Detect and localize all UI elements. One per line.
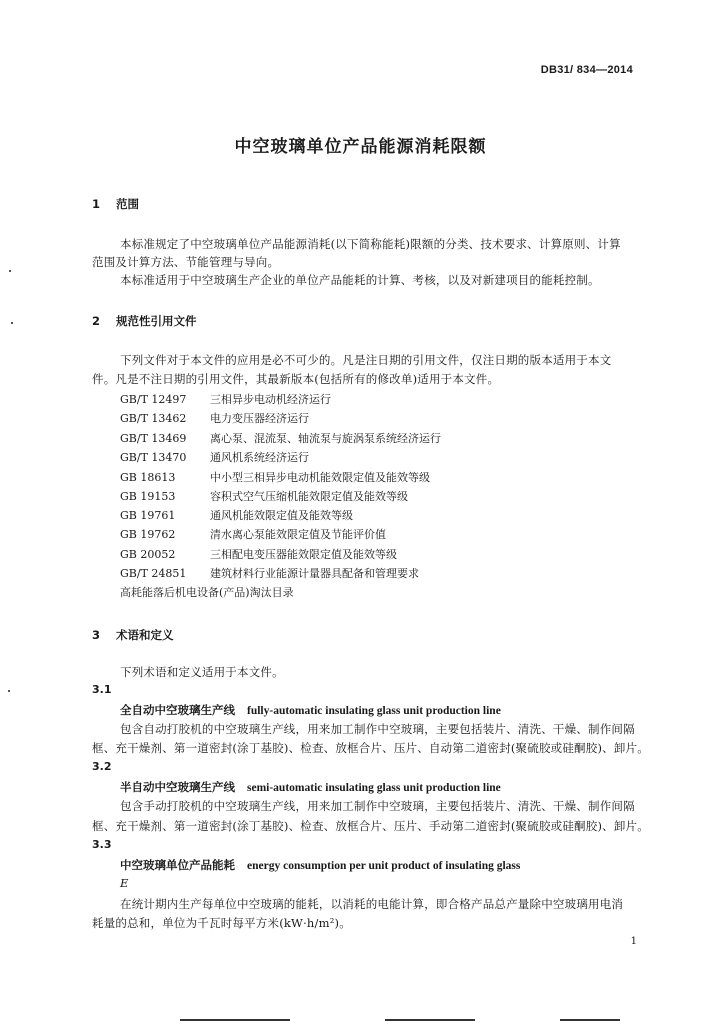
section-number: 1 (92, 197, 101, 211)
reference-title: 建筑材料行业能源计量器具配备和管理要求 (210, 567, 419, 580)
reference-title: 容积式空气压缩机能效限定值及能效等级 (210, 490, 408, 503)
term-heading (120, 779, 501, 795)
term-cn: 全自动中空玻璃生产线 (120, 703, 235, 717)
references-intro-line: 件。凡是不注日期的引用文件，其最新版本(包括所有的修改单)适用于本文件。 (92, 372, 500, 386)
reference-item (120, 391, 331, 407)
references-intro-line: 下列文件对于本文件的应用是必不可少的。凡是注日期的引用文件，仅注日期的版本适用于本文 (120, 353, 612, 367)
term-definition-line: 包含自动打胶机的中空玻璃生产线，用来加工制作中空玻璃，主要包括装片、清洗、干燥、制作间隔 (120, 722, 635, 736)
term-en: semi-automatic insulating glass unit production line (247, 782, 501, 794)
scan-speck (11, 322, 13, 324)
scan-speck (8, 690, 10, 692)
reference-code: GB/T 13469 (120, 432, 187, 445)
reference-title: 电力变压器经济运行 (210, 412, 309, 425)
term-number: 3.3 (92, 838, 112, 851)
scan-edge-line (180, 1019, 290, 1021)
reference-item (120, 410, 309, 426)
scope-paragraph: 本标准适用于中空玻璃生产企业的单位产品能耗的计算、考核，以及对新建项目的能耗控制。 (120, 273, 600, 287)
scope-paragraph-line: 本标准规定了中空玻璃单位产品能源消耗(以下简称能耗)限额的分类、技术要求、计算原则、计算 (120, 237, 621, 251)
term-symbol: E (120, 876, 129, 890)
section-title: 规范性引用文件 (116, 314, 197, 328)
reference-item (120, 546, 397, 562)
reference-item (120, 526, 386, 542)
reference-code: GB/T 13470 (120, 451, 187, 464)
reference-item (120, 565, 419, 581)
page-number: 1 (630, 936, 637, 947)
reference-code: GB/T 13462 (120, 412, 187, 425)
section-1-heading (92, 196, 139, 212)
reference-code: GB 19153 (120, 490, 176, 503)
section-title: 范围 (116, 197, 139, 211)
reference-title: 离心泵、混流泵、轴流泵与旋涡泵系统经济运行 (210, 432, 441, 445)
reference-code: GB 19762 (120, 528, 176, 541)
reference-item (120, 449, 309, 465)
reference-code: GB/T 12497 (120, 393, 187, 406)
term-definition-line: 耗量的总和，单位为千瓦时每平方米(kW·h/m²)。 (92, 916, 351, 930)
reference-code: GB 20052 (120, 548, 176, 561)
section-3-heading (92, 627, 174, 643)
term-definition-line: 包含手动打胶机的中空玻璃生产线，用来加工制作中空玻璃，主要包括装片、清洗、干燥、制作间隔 (120, 799, 635, 813)
term-heading (120, 857, 520, 873)
section-title: 术语和定义 (116, 628, 174, 642)
reference-title: 通风机系统经济运行 (210, 451, 309, 464)
reference-title: 中小型三相异步电动机能效限定值及能效等级 (210, 471, 430, 484)
reference-item: 高耗能落后机电设备(产品)淘汰目录 (120, 586, 294, 599)
reference-title: 三相配电变压器能效限定值及能效等级 (210, 548, 397, 561)
reference-item (120, 430, 441, 446)
term-cn: 中空玻璃单位产品能耗 (120, 858, 235, 872)
terms-intro: 下列术语和定义适用于本文件。 (120, 665, 284, 679)
term-cn: 半自动中空玻璃生产线 (120, 780, 235, 794)
term-definition-line: 框、充干燥剂、第一道密封(涂丁基胶)、检查、放框合片、压片、手动第二道密封(聚硫胶或硅酮胶)、卸片。 (92, 819, 649, 833)
scan-edge-line (385, 1019, 475, 1021)
document-code: DB31/ 834—2014 (540, 64, 633, 76)
reference-item (120, 507, 353, 523)
term-definition-line: 在统计期内生产每单位中空玻璃的能耗，以消耗的电能计算，即合格产品总产量除中空玻璃用电消 (120, 897, 624, 911)
scan-edge-line (560, 1019, 620, 1021)
reference-title: 通风机能效限定值及能效等级 (210, 509, 353, 522)
reference-item (120, 469, 430, 485)
section-number: 3 (92, 628, 101, 642)
term-en: fully-automatic insulating glass unit production line (247, 705, 501, 717)
term-definition-line: 框、充干燥剂、第一道密封(涂丁基胶)、检查、放框合片、压片、自动第二道密封(聚硫胶或硅酮胶)、卸片。 (92, 741, 649, 755)
term-heading (120, 702, 501, 718)
reference-title: 三相异步电动机经济运行 (210, 393, 331, 406)
document-title: 中空玻璃单位产品能源消耗限额 (234, 137, 487, 157)
reference-code: GB 19761 (120, 509, 176, 522)
reference-code: GB 18613 (120, 471, 176, 484)
term-number: 3.2 (92, 760, 112, 773)
scope-paragraph-line: 范围及计算方法、节能管理与导向。 (92, 255, 280, 269)
reference-item (120, 488, 408, 504)
section-2-heading (92, 313, 197, 329)
section-number: 2 (92, 314, 101, 328)
term-number: 3.1 (92, 683, 112, 696)
reference-code: GB/T 24851 (120, 567, 187, 580)
term-en: energy consumption per unit product of insulating glass (247, 860, 521, 872)
reference-title: 清水离心泵能效限定值及节能评价值 (210, 528, 386, 541)
scan-speck (9, 270, 11, 272)
